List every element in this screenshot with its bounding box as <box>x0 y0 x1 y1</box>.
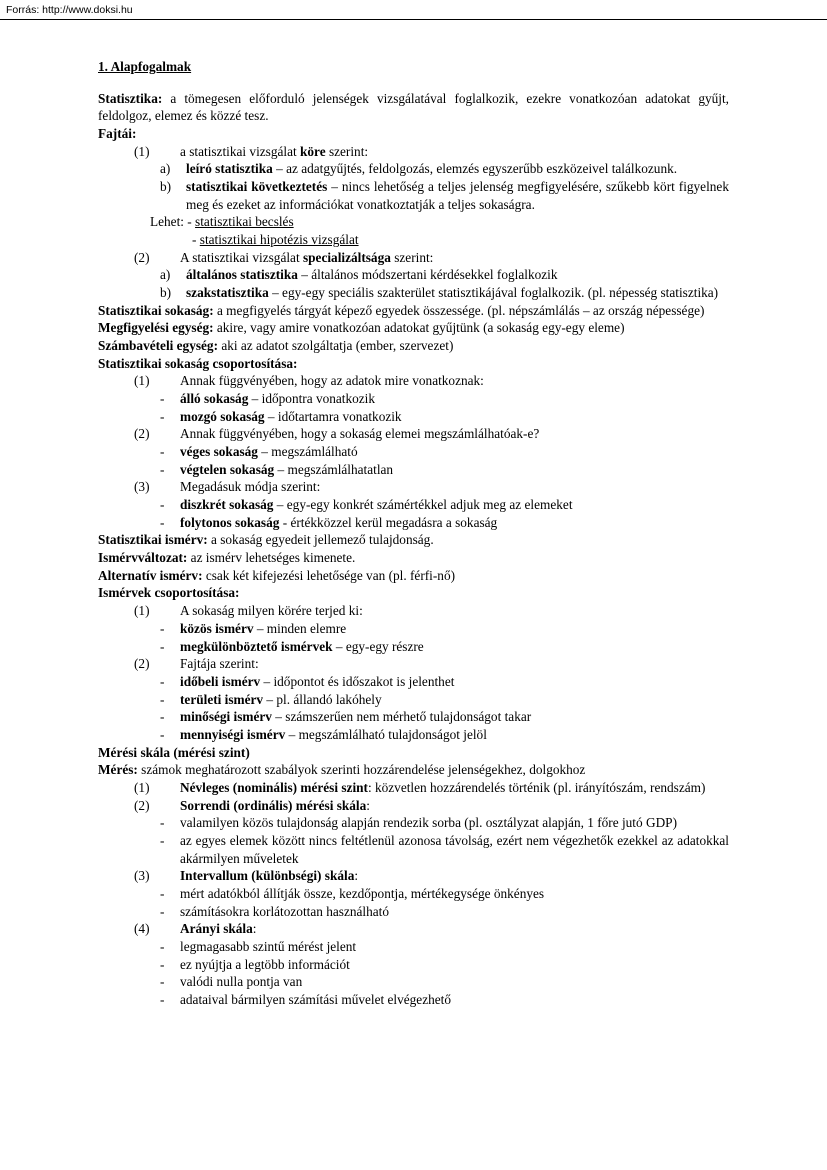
list-item <box>134 920 729 938</box>
list-item-text: adataival bármilyen számítási művelet elvégezhető <box>180 991 451 1007</box>
list-marker: - <box>160 815 165 831</box>
list-item <box>160 443 729 461</box>
list-item-text: A sokaság milyen körére terjed ki: <box>180 603 363 619</box>
list-marker: (2) <box>134 249 150 265</box>
list-item-text: A statisztikai vizsgálat specializáltsága szerint: <box>180 249 434 265</box>
list-item <box>160 178 729 213</box>
list-marker: (1) <box>134 603 150 619</box>
list-item-text: területi ismérv – pl. állandó lakóhely <box>180 691 382 707</box>
fajtai-label: Fajtái: <box>98 126 137 142</box>
page-title: 1. Alapfogalmak <box>98 59 192 74</box>
list-marker: - <box>160 709 165 725</box>
list-marker: - <box>160 691 165 707</box>
list-item-text: minőségi ismérv – számszerűen nem mérhető tulajdonságot takar <box>180 709 532 725</box>
list-item <box>160 160 729 178</box>
list-marker: (3) <box>134 479 150 495</box>
list-item <box>160 903 729 921</box>
list-item <box>134 602 729 620</box>
list-item-text: diszkrét sokaság – egy-egy konkrét számértékkel adjuk meg az elemeket <box>180 497 573 513</box>
list-marker: - <box>160 885 165 901</box>
list-item <box>160 708 729 726</box>
statisztika-text: a tömegesen előforduló jelenségek vizsgálatával foglalkozik, ezekre vonatkozóan adatokat gyűjt, feldolgoz, elemez és közzé tesz. <box>98 90 729 124</box>
list-item-text: időbeli ismérv – időpontot és időszakot is jelenthet <box>180 673 455 689</box>
list-item-text: mozgó sokaság – időtartamra vonatkozik <box>180 408 402 424</box>
list-marker: (1) <box>134 373 150 389</box>
list-item <box>160 673 729 691</box>
list-item <box>134 425 729 443</box>
lehet-option-1: statisztikai becslés <box>195 214 294 230</box>
list-item-text: mért adatókból állítják össze, kezdőpontja, mértékegysége önkényes <box>180 885 545 901</box>
list-item <box>134 867 729 885</box>
list-item <box>160 956 729 974</box>
list-marker: b) <box>160 285 172 301</box>
list-marker: - <box>160 620 165 636</box>
merési-skala-heading: Mérési skála (mérési szint) <box>98 744 250 760</box>
statisztika-definition <box>98 90 729 125</box>
list-marker: (2) <box>134 797 150 813</box>
statisztika-label: Statisztika: <box>98 90 163 106</box>
list-item-text: szakstatisztika – egy-egy speciális szakterület statisztikájával foglalkozik. (pl. népesség statisztika) <box>186 285 719 301</box>
list-item-text: véges sokaság – megszámlálható <box>180 444 358 460</box>
list-item <box>160 691 729 709</box>
list-marker: - <box>160 497 165 513</box>
ismerv-definition: Statisztikai ismérv: a sokaság egyedeit jellemező tulajdonság. <box>98 532 434 548</box>
list-item-text: az egyes elemek között nincs feltétlenül azonosa távolság, ezért nem végezhetők ezekkel az adatokkal akármilyen műveletek <box>180 832 729 866</box>
list-marker: - <box>160 391 165 407</box>
ismervvaltozat-definition: Ismérvváltozat: az ismérv lehetséges kimenete. <box>98 550 356 566</box>
list-item <box>160 832 729 867</box>
list-item-text: Megadásuk módja szerint: <box>180 479 321 495</box>
list-item-text: Arányi skála: <box>180 921 257 937</box>
list-item <box>160 991 729 1009</box>
list-item <box>134 143 729 161</box>
sokasag-csoportositasa-label: Statisztikai sokaság csoportosítása: <box>98 355 298 371</box>
lehet-line-1: Lehet: - statisztikai becslés <box>150 214 294 230</box>
lehet-block <box>150 213 729 248</box>
list-item <box>160 390 729 408</box>
list-item-text: legmagasabb szintű mérést jelent <box>180 938 357 954</box>
list-item <box>160 514 729 532</box>
list-item-text: mennyiségi ismérv – megszámlálható tulajdonságot jelöl <box>180 726 487 742</box>
list-item-text: általános statisztika – általános módszertani kérdésekkel foglalkozik <box>186 267 558 283</box>
lehet-option-2: statisztikai hipotézis vizsgálat <box>199 232 359 248</box>
list-item-text: Annak függvényében, hogy az adatok mire vonatkoznak: <box>180 373 484 389</box>
list-item-text: folytonos sokaság - értékközzel kerül megadásra a sokaság <box>180 514 498 530</box>
list-item <box>160 284 729 302</box>
list-marker: - <box>160 903 165 919</box>
list-marker: - <box>160 726 165 742</box>
meres-definition: Mérés: számok meghatározott szabályok szerinti hozzárendelése jelenségekhez, dolgokhoz <box>98 762 586 778</box>
list-item-text: leíró statisztika – az adatgyűjtés, feldolgozás, elemzés egyszerűbb eszközeivel találkozunk. <box>186 161 678 177</box>
list-item-text: Névleges (nominális) mérési szint: közvetlen hozzárendelés történik (pl. irányítószám, rendszám) <box>180 779 706 795</box>
list-item-text: a statisztikai vizsgálat köre szerint: <box>180 143 369 159</box>
alternativ-ismerv-definition: Alternatív ismérv: csak két kifejezési lehetősége van (pl. férfi-nő) <box>98 567 456 583</box>
list-item-text: végtelen sokaság – megszámlálhatatlan <box>180 461 394 477</box>
list-marker: - <box>160 673 165 689</box>
sokasag-definition: Statisztikai sokaság: a megfigyelés tárgyát képező egyedek összessége. (pl. népszámlálás – az ország népessége) <box>98 302 705 318</box>
list-marker: a) <box>160 267 171 283</box>
list-item-text: valódi nulla pontja van <box>180 974 303 990</box>
list-marker: - <box>160 974 165 990</box>
list-item <box>134 797 729 815</box>
list-marker: - <box>160 832 165 848</box>
list-marker: - <box>160 638 165 654</box>
list-item-text: Annak függvényében, hogy a sokaság elemei megszámlálhatóak-e? <box>180 426 540 442</box>
list-marker: (4) <box>134 921 150 937</box>
list-item <box>160 461 729 479</box>
list-marker: - <box>160 956 165 972</box>
source-url-bar: Forrás: http://www.doksi.hu <box>0 0 827 20</box>
list-item-text: Fajtája szerint: <box>180 656 259 672</box>
list-item <box>160 726 729 744</box>
list-item-text: álló sokaság – időpontra vonatkozik <box>180 391 376 407</box>
list-item <box>160 496 729 514</box>
list-item <box>160 885 729 903</box>
list-item <box>160 938 729 956</box>
list-item-text: statisztikai következtetés – nincs lehetőség a teljes jelenség megfigyelésére, szűkebb kört figyelnek meg és ezeket az információkat vonatkoztatják a teljes sokaságra. <box>186 179 729 212</box>
list-marker: - <box>160 444 165 460</box>
list-item <box>160 266 729 284</box>
list-marker: (1) <box>134 779 150 795</box>
list-marker: - <box>160 991 165 1007</box>
list-marker: - <box>160 461 165 477</box>
ismervek-csoportositasa-label: Ismérvek csoportosítása: <box>98 585 240 601</box>
megfigyelesi-egyseg-definition: Megfigyelési egység: akire, vagy amire vonatkozóan adatokat gyűjtünk (a sokaság egy-egy eleme) <box>98 320 625 336</box>
list-item <box>134 249 729 267</box>
list-item <box>134 779 729 797</box>
list-item <box>160 814 729 832</box>
list-item <box>160 408 729 426</box>
list-item-text: Intervallum (különbségi) skála: <box>180 868 359 884</box>
list-item <box>134 478 729 496</box>
list-item-text: valamilyen közös tulajdonság alapján rendezik sorba (pl. osztályzat alapján, 1 főre jutó GDP) <box>180 815 677 831</box>
list-item-text: ez nyújtja a legtöbb információt <box>180 956 350 972</box>
list-item <box>160 973 729 991</box>
szambaveteli-egyseg-definition: Számbavételi egység: aki az adatot szolgáltatja (ember, szervezet) <box>98 338 454 354</box>
list-marker: (3) <box>134 868 150 884</box>
list-marker: - <box>160 408 165 424</box>
list-marker: (2) <box>134 426 150 442</box>
list-marker: (2) <box>134 656 150 672</box>
list-item <box>134 655 729 673</box>
list-item-text: számításokra korlátozottan használható <box>180 903 389 919</box>
list-item-text: megkülönböztető ismérvek – egy-egy részre <box>180 638 424 654</box>
list-item <box>134 372 729 390</box>
list-item-text: Sorrendi (ordinális) mérési skála: <box>180 797 370 813</box>
list-item-text: közös ismérv – minden elemre <box>180 620 347 636</box>
list-marker: (1) <box>134 143 150 159</box>
list-item <box>160 638 729 656</box>
list-item <box>160 620 729 638</box>
lehet-line-2: - statisztikai hipotézis vizsgálat <box>192 232 359 248</box>
list-marker: b) <box>160 179 172 195</box>
list-marker: - <box>160 514 165 530</box>
list-marker: a) <box>160 161 171 177</box>
list-marker: - <box>160 938 165 954</box>
